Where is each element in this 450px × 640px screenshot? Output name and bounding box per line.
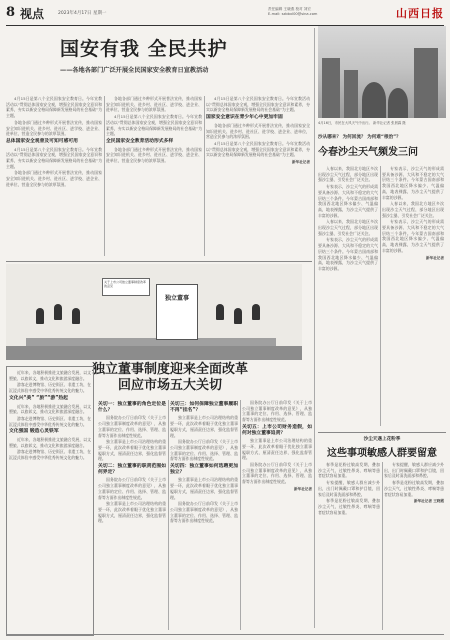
main-story-col-2 <box>106 96 202 258</box>
allergy-paragraph: 春季是花粉过敏高发期，叠加沙尘天气，过敏性鼻炎、哮喘等患者症状容易加重。 <box>318 462 380 479</box>
governance-paragraph: 独立董事是上市公司治理结构的重要一环，此次改革着眼于优化独立董事履职方式，厘清责任边界，强化监督管理。 <box>98 501 166 524</box>
governance-paragraph: 国务院办公厅日前印发《关于上市公司独立董事制度改革的意见》，从独立董事的定位、作用、选择、管理、监督等方面作出制度性规范。 <box>170 501 238 524</box>
weather-byline: 新华社记者 <box>426 255 444 260</box>
culture-col <box>9 370 91 632</box>
allergy-byline: 新华社记者 王晓霞 <box>413 499 444 504</box>
culture-subhead-1: 文化兴“美” “旅”“游”热起 <box>9 395 68 401</box>
main-paragraph: 各地各部门通过多种形式开展普法宣传，推动国家安全知识进机关、进乡村、进社区、进学校、进企业、进单位，营造全民参与的浓厚氛围。 <box>106 146 202 164</box>
culture-paragraph: 游客走进博物馆、历史街区、非遗工坊，在沉浸式体验中感受中华优秀传统文化的魅力。 <box>9 382 91 394</box>
governance-headline-block <box>80 362 260 394</box>
main-story-col-1 <box>6 96 102 258</box>
main-byline: 新华社记者 <box>292 160 310 165</box>
governance-question: 关切五：上市公司财务造假，如何对独立董事追责？ <box>242 424 312 436</box>
main-subhead-3: 国家安全意识在青少年心中更加牢固 <box>206 115 283 121</box>
photo-caption: 4月16日，市民在大风天气中出行。 新华社记者 张晨霖 摄 <box>318 121 406 125</box>
weather-headline-block <box>318 134 446 158</box>
allergy-kicker: 沙尘天遇上花粉季 <box>363 437 401 442</box>
culture-paragraph: 近年来，各地积极推进文旅融合发展，以文塑旅、以旅彰文，推动文化和旅游深度融合。 <box>9 403 91 415</box>
main-paragraph: 4月15日是第八个全民国家安全教育日。今年宣教活动以“贯彻总体国家安全观，增强全民国家安全意识和素养，夯实以新安全格局保障新发展格局的社会基础”为主题。 <box>106 114 202 137</box>
main-story-col-3 <box>206 96 310 258</box>
main-paragraph: 各地各部门通过多种形式开展普法宣传，推动国家安全知识进机关、进乡村、进社区、进学校、进企业、进单位，营造全民参与的浓厚氛围。 <box>206 122 310 140</box>
governance-paragraph: 国务院办公厅日前印发《关于上市公司独立董事制度改革的意见》，从独立董事的定位、作用、选择、管理、监督等方面作出制度性规范。 <box>242 462 312 485</box>
main-paragraph: 各地各部门通过多种形式开展普法宣传，推动国家安全知识进机关、进乡村、进社区、进学校、进企业、进单位，营造全民参与的浓厚氛围。 <box>106 96 202 113</box>
culture-paragraph: 近年来，各地积极推进文旅融合发展，以文塑旅、以旅彰文，推动文化和旅游深度融合。 <box>9 370 91 381</box>
weather-paragraph: 专家表示，沙尘天气的形成需要具备沙源、大风和不稳定的大气层结三个条件。今年蒙古国南部和我国西北地区降水偏少、气温偏高，地表裸露，为沙尘天气提供了丰富的沙源。 <box>318 237 378 271</box>
main-subtitle: ——各地各部门广泛开展全民国家安全教育日宣教活动 <box>60 67 209 74</box>
main-paragraph: 4月15日是第八个全民国家安全教育日。今年宣教活动以“贯彻总体国家安全观，增强全民国家安全意识和素养，夯实以新安全格局保障新发展格局的社会基础”为主题。 <box>6 96 102 119</box>
main-headline-block <box>60 34 310 74</box>
governance-col-3 <box>242 400 312 632</box>
street-photo <box>318 26 446 118</box>
allergy-paragraph: 春季是花粉过敏高发期，叠加沙尘天气，过敏性鼻炎、哮喘等患者症状容易加重。 <box>384 480 444 497</box>
governance-paragraph: 独立董事是上市公司治理结构的重要一环，此次改革着眼于优化独立董事履职方式，厘清责任边界，强化监督管理。 <box>170 415 238 438</box>
weather-paragraph: 专家表示，沙尘天气的形成需要具备沙源、大风和不稳定的大气层结三个条件。今年蒙古国南部和我国西北地区降水偏少、气温偏高，地表裸露，为沙尘天气提供了丰富的沙源。 <box>318 184 378 218</box>
governance-illustration <box>6 264 302 360</box>
governance-paragraph: 国务院办公厅日前印发《关于上市公司独立董事制度改革的意见》，从独立董事的定位、作用、选择、管理、监督等方面作出制度性规范。 <box>98 477 166 500</box>
governance-paragraph: 独立董事是上市公司治理结构的重要一环，此次改革着眼于优化独立董事履职方式，厘清责任边界，强化监督管理。 <box>242 438 312 461</box>
weather-paragraph: 入春以来，我国北方地区多次出现沙尘天气过程，部分地区出现强沙尘暴，引发社会广泛关注。 <box>318 219 378 236</box>
main-paragraph: 4月15日是第八个全民国家安全教育日。今年宣教活动以“贯彻总体国家安全观，增强全民国家安全意识和素养，夯实以新安全格局保障新发展格局的社会基础”为主题。 <box>206 96 310 113</box>
allergy-headline-block <box>318 436 446 459</box>
governance-paragraph: 国务院办公厅日前印发《关于上市公司独立董事制度改革的意见》，从独立董事的定位、作用、选择、管理、监督等方面作出制度性规范。 <box>98 415 166 438</box>
section-name: 视点 <box>20 7 45 21</box>
culture-subhead-2: 文化强国 锻造心灵铁军 <box>9 429 59 435</box>
page-number: 8 <box>6 5 16 20</box>
governance-question: 关切一：独立董事的角色定位是什么？ <box>98 402 166 413</box>
name-plate <box>156 284 198 340</box>
culture-paragraph: 游客走进博物馆、历史街区、非遗工坊，在沉浸式体验中感受中华优秀传统文化的魅力。 <box>9 415 91 427</box>
weather-col-1 <box>318 166 378 428</box>
editor-line: 责任编辑 王晓燕 校对 刘宏 <box>268 7 311 11</box>
masthead <box>6 4 444 26</box>
governance-paragraph: 独立董事是上市公司治理结构的重要一环，此次改革着眼于优化独立董事履职方式，厘清责任边界，强化监督管理。 <box>170 477 238 500</box>
weather-paragraph: 专家表示，沙尘天气的形成需要具备沙源、大风和不稳定的大气层结三个条件。今年蒙古国南部和我国西北地区降水偏少、气温偏高，地表裸露，为沙尘天气提供了丰富的沙源。 <box>382 219 444 253</box>
main-subhead-1: 总体国家安全观普及可知可感可用 <box>6 138 78 144</box>
allergy-paragraph: 春季是花粉过敏高发期，叠加沙尘天气，过敏性鼻炎、哮喘等患者症状容易加重。 <box>318 498 380 515</box>
weather-paragraph: 入春以来，我国北方地区多次出现沙尘天气过程，部分地区出现强沙尘暴，引发社会广泛关注。 <box>318 166 378 183</box>
weather-paragraph: 专家表示，沙尘天气的形成需要具备沙源、大风和不稳定的大气层结三个条件。今年蒙古国南部和我国西北地区降水偏少、气温偏高，地表裸露，为沙尘天气提供了丰富的沙源。 <box>382 166 444 200</box>
weather-col-2 <box>382 166 444 428</box>
plate-label: 独立董事 <box>164 295 189 302</box>
editor-info <box>268 7 388 17</box>
editor-email: E-mail: szbbxl00@sina.com <box>268 12 318 16</box>
governance-paragraph: 独立董事是上市公司治理结构的重要一环，此次改革着眼于优化独立董事履职方式，厘清责任边界，强化监督管理。 <box>98 439 166 462</box>
governance-question: 关切二：独立董事的职责范围如何界定？ <box>98 464 166 475</box>
governance-col-2 <box>170 400 238 632</box>
main-paragraph: 各地各部门通过多种形式开展普法宣传，推动国家安全知识进机关、进乡村、进社区、进学校、进企业、进单位，营造全民参与的浓厚氛围。 <box>6 170 102 187</box>
page-footer-rule <box>6 634 444 635</box>
governance-paragraph: 国务院办公厅日前印发《关于上市公司独立董事制度改革的意见》，从独立董事的定位、作用、选择、管理、监督等方面作出制度性规范。 <box>242 400 312 423</box>
main-paragraph: 4月15日是第八个全民国家安全教育日。今年宣教活动以“贯彻总体国家安全观，增强全民国家安全意识和素养，夯实以新安全格局保障新发展格局的社会基础”为主题。 <box>6 146 102 169</box>
governance-paragraph: 国务院办公厅日前印发《关于上市公司独立董事制度改革的意见》，从独立董事的定位、作用、选择、管理、监督等方面作出制度性规范。 <box>170 439 238 462</box>
main-paragraph: 各地各部门通过多种形式开展普法宣传，推动国家安全知识进机关、进乡村、进社区、进学校、进企业、进单位，营造全民参与的浓厚氛围。 <box>6 119 102 137</box>
notice-board: 关于上市公司独立董事制度改革的意见 <box>102 278 150 296</box>
governance-question: 关切四：独立董事如何选聘更加独立？ <box>170 464 238 475</box>
culture-paragraph: 游客走进博物馆、历史街区、非遗工坊，在沉浸式体验中感受中华优秀传统文化的魅力。 <box>9 449 91 461</box>
culture-paragraph: 近年来，各地积极推进文旅融合发展，以文塑旅、以旅彰文，推动文化和旅游深度融合。 <box>9 437 91 448</box>
allergy-col-2 <box>384 462 444 632</box>
date-line: 2023年4月17日 星期一 <box>58 11 107 16</box>
allergy-paragraph: 专家提醒，敏感人群应减少外出，出门时佩戴口罩和护目镜，回家后及时清洗面部和鼻腔。 <box>318 480 380 497</box>
main-paragraph: 4月15日是第八个全民国家安全教育日。今年宣教活动以“贯彻总体国家安全观，增强全民国家安全意识和素养，夯实以新安全格局保障新发展格局的社会基础”为主题。 <box>206 140 310 158</box>
governance-col-1 <box>98 400 166 632</box>
newspaper-logo: 山西日报 <box>396 7 444 20</box>
weather-kicker: 沙从哪来？ 为何回流？ 为何难“根治”？ <box>318 135 401 140</box>
weather-title: 今春沙尘天气频发三问 <box>318 147 418 158</box>
governance-byline: 新华社记者 <box>294 486 312 491</box>
allergy-paragraph: 专家提醒，敏感人群应减少外出，出门时佩戴口罩和护目镜，回家后及时清洗面部和鼻腔。 <box>384 462 444 479</box>
governance-title: 独立董事制度迎来全面改革 回应市场五大关切 <box>91 362 248 393</box>
allergy-col-1 <box>318 462 380 632</box>
governance-question: 关切三：如何保障独立董事履职不再“挂名”？ <box>170 402 238 413</box>
weather-paragraph: 入春以来，我国北方地区多次出现沙尘天气过程，部分地区出现强沙尘暴，引发社会广泛关注。 <box>382 201 444 218</box>
main-subhead-2: 全民国家安全教育活动形式多样 <box>106 138 174 144</box>
allergy-title: 这些事项敏感人群要留意 <box>327 448 437 459</box>
main-title: 国安有我 全民共护 <box>60 38 228 60</box>
